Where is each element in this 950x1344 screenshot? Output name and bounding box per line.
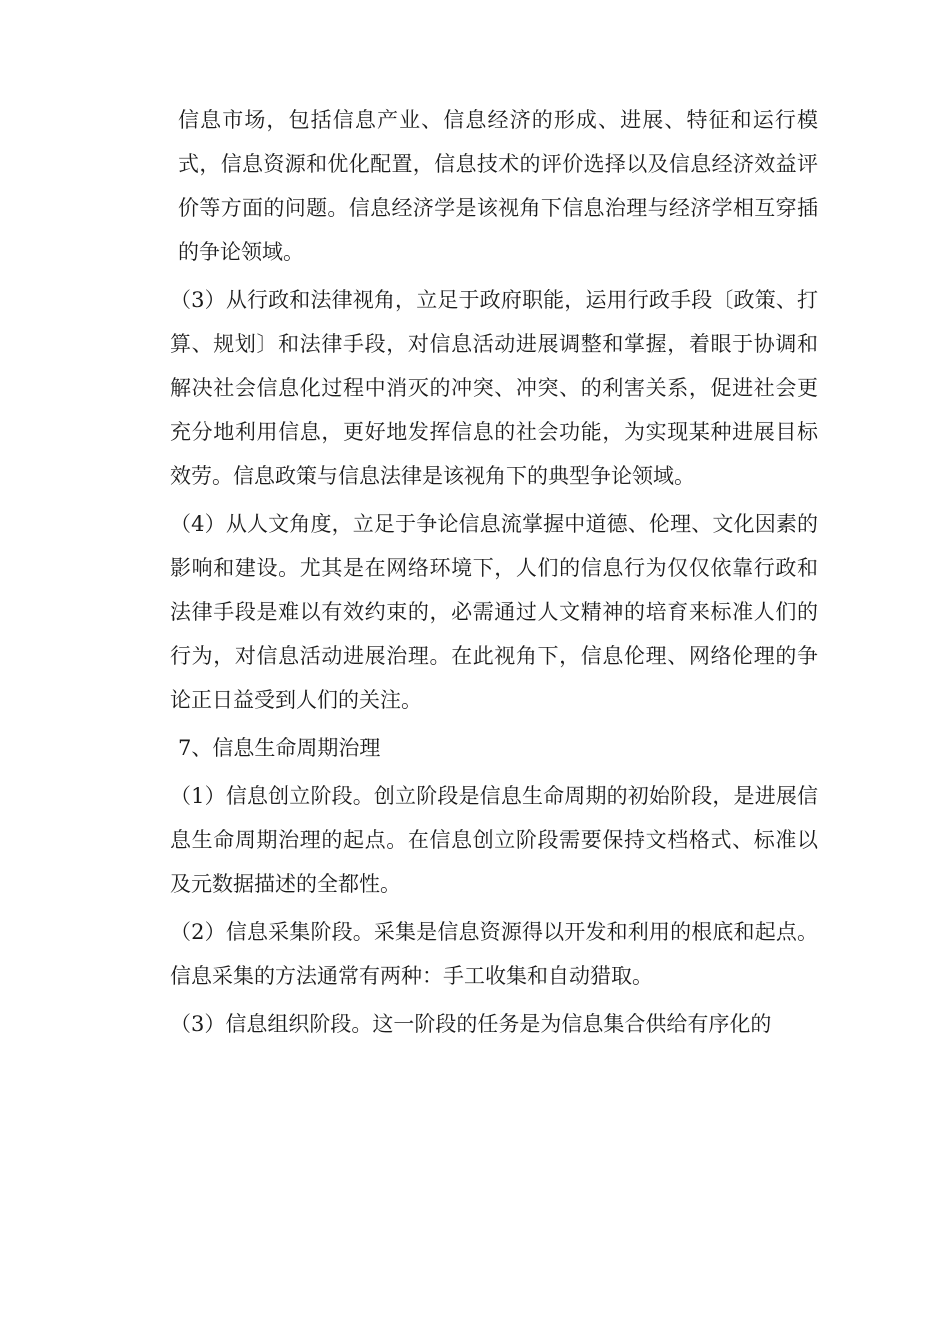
- paragraph-item-3-administrative-legal: （3）从行政和法律视角，立足于政府职能，运用行政手段〔政策、打算、规划〕和法律手段，对信息活动进展调整和掌握，着眼于协调和解决社会信息化过程中消灭的冲突、冲突、的利害关系，促进社会更充分地利用信息，更好地发挥信息的社会功能，为实现某种进展目标效劳。信息政策与信息法律是该视角下的典型争论领域。: [170, 288, 818, 488]
- document-body: [170, 98, 818, 1046]
- paragraph-information-market: 信息市场，包括信息产业、信息经济的形成、进展、特征和运行模式，信息资源和优化配置，信息技术的评价选择以及信息经济效益评价等方面的问题。信息经济学是该视角下信息治理与经济学相互穿插的争论领域。: [178, 108, 818, 264]
- paragraph-item-3-organization: （3）信息组织阶段。这一阶段的任务是为信息集合供给有序化的: [170, 1012, 772, 1036]
- paragraph-item-2-collection: （2）信息采集阶段。采集是信息资源得以开发和利用的根底和起点。信息采集的方法通常有两种：手工收集和自动猎取。: [170, 920, 818, 988]
- paragraph-item-4-humanities: （4）从人文角度，立足于争论信息流掌握中道德、伦理、文化因素的影响和建设。尤其是在网络环境下，人们的信息行为仅仅依靠行政和法律手段是难以有效约束的，必需通过人文精神的培育来标准人们的行为，对信息活动进展治理。在此视角下，信息伦理、网络伦理的争论正日益受到人们的关注。: [170, 512, 818, 712]
- paragraph-item-1-creation: （1）信息创立阶段。创立阶段是信息生命周期的初始阶段，是进展信息生命周期治理的起点。在信息创立阶段需要保持文档格式、标准以及元数据描述的全都性。: [170, 784, 818, 896]
- section-heading-lifecycle: 7、信息生命周期治理: [178, 736, 381, 760]
